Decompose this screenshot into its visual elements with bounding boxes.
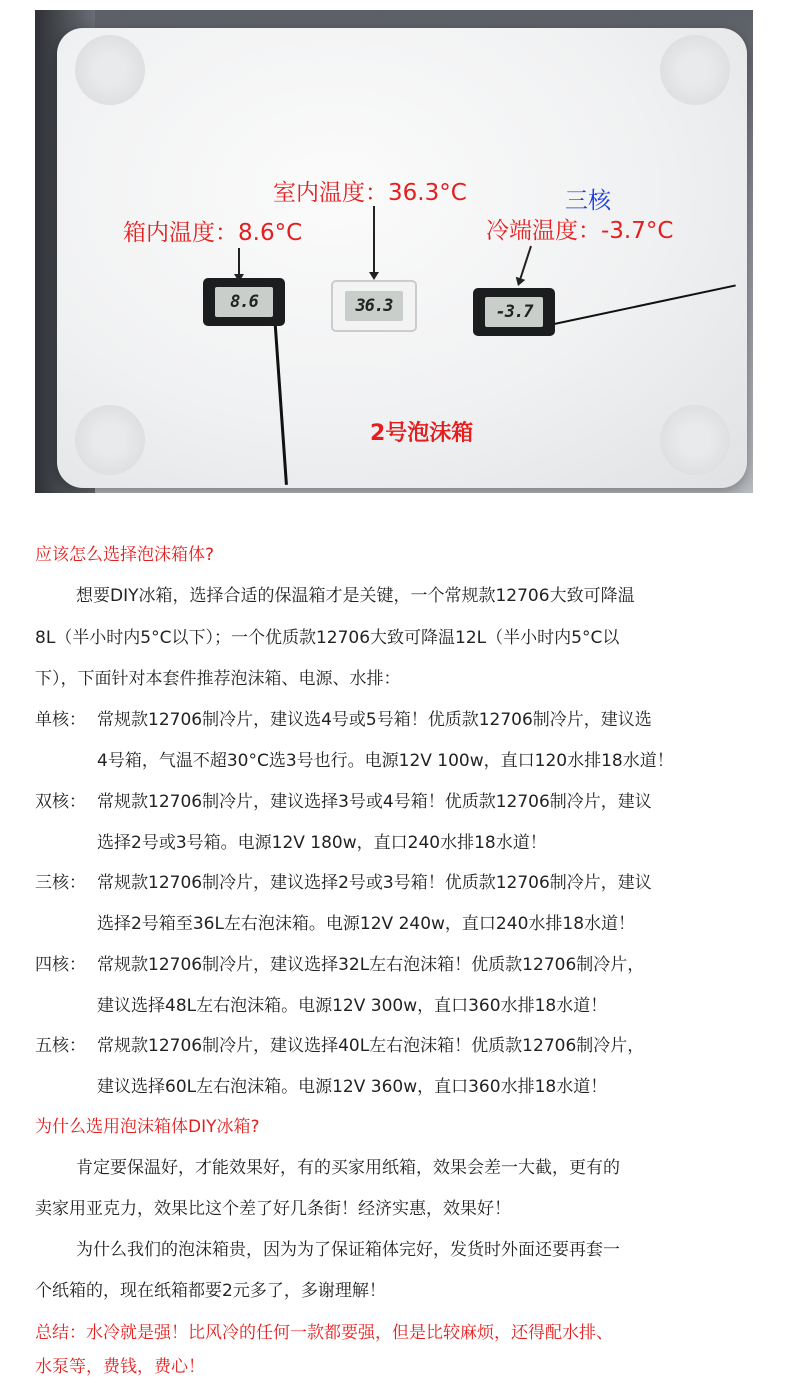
arrow-to-room-thermometer <box>373 206 375 278</box>
thermometer-room <box>331 280 417 332</box>
annotation-cores: 三核 <box>565 188 611 214</box>
heading-why-foam-box: 为什么选用泡沫箱体DIY冰箱? <box>35 1117 260 1137</box>
foam-corner-bottom-right <box>660 405 730 475</box>
thermometer-cold <box>473 288 555 336</box>
foam-corner-top-left <box>75 35 145 105</box>
item-triple-core-line-2: 选择2号箱至36L左右泡沫箱。电源12V 240w，直口240水排18水道！ <box>97 914 636 934</box>
item-dual-core-line-1: 常规款12706制冷片，建议选择3号或4号箱！优质款12706制冷片，建议 <box>97 792 652 812</box>
annotation-cold-temp: 冷端温度：-3.7°C <box>486 218 674 244</box>
item-label-triple-core: 三核： <box>35 873 86 893</box>
annotation-box-temp: 箱内温度：8.6°C <box>123 220 303 246</box>
item-single-core-line-2: 4号箱，气温不超30°C选3号也行。电源12V 100w，直口120水排18水道！ <box>97 751 674 771</box>
para2-line-1: 为什么我们的泡沫箱贵，因为为了保证箱体完好，发货时外面还要再套一 <box>76 1240 620 1260</box>
thermometer-cold-display: -3.7 <box>485 297 543 327</box>
para1-line-1: 肯定要保温好，才能效果好，有的买家用纸箱，效果会差一大截，更有的 <box>76 1158 620 1178</box>
foam-corner-top-right <box>660 35 730 105</box>
thermometer-room-display: 36.3 <box>345 291 403 321</box>
item-penta-core-line-1: 常规款12706制冷片，建议选择40L左右泡沫箱！优质款12706制冷片， <box>97 1036 645 1056</box>
arrow-to-box-thermometer <box>238 248 240 280</box>
annotation-room-temp: 室内温度：36.3°C <box>273 180 467 206</box>
foam-corner-bottom-left <box>75 405 145 475</box>
item-triple-core-line-1: 常规款12706制冷片，建议选择2号或3号箱！优质款12706制冷片，建议 <box>97 873 652 893</box>
intro-line-1: 想要DIY冰箱，选择合适的保温箱才是关键，一个常规款12706大致可降温 <box>76 586 635 606</box>
thermometer-box-display: 8.6 <box>215 287 273 317</box>
item-quad-core-line-2: 建议选择48L左右泡沫箱。电源12V 300w，直口360水排18水道！ <box>97 996 608 1016</box>
item-label-quad-core: 四核： <box>35 955 86 975</box>
summary-line-1: 总结：水冷就是强！比风冷的任何一款都要强，但是比较麻烦，还得配水排、 <box>35 1323 613 1343</box>
item-dual-core-line-2: 选择2号或3号箱。电源12V 180w，直口240水排18水道！ <box>97 833 547 853</box>
para2-line-2: 个纸箱的，现在纸箱都要2元多了，多谢理解！ <box>35 1281 386 1301</box>
item-label-dual-core: 双核： <box>35 792 86 812</box>
item-penta-core-line-2: 建议选择60L左右泡沫箱。电源12V 360w，直口360水排18水道！ <box>97 1077 608 1097</box>
item-quad-core-line-1: 常规款12706制冷片，建议选择32L左右泡沫箱！优质款12706制冷片， <box>97 955 645 975</box>
thermometer-box <box>203 278 285 326</box>
heading-choose-foam-box: 应该怎么选择泡沫箱体? <box>35 545 215 565</box>
foam-box-photo <box>35 10 753 493</box>
intro-line-2: 8L（半小时内5°C以下）；一个优质款12706大致可降温12L（半小时内5°C以 <box>35 628 620 648</box>
intro-line-3: 下），下面针对本套件推荐泡沫箱、电源、水排： <box>35 669 401 689</box>
item-single-core-line-1: 常规款12706制冷片，建议选4号或5号箱！优质款12706制冷片，建议选 <box>97 710 652 730</box>
para1-line-2: 卖家用亚克力，效果比这个差了好几条街！经济实惠，效果好！ <box>35 1199 511 1219</box>
item-label-penta-core: 五核： <box>35 1036 86 1056</box>
summary-line-2: 水泵等，费钱，费心！ <box>35 1357 205 1377</box>
foam-box-label: 2号泡沫箱 <box>370 421 474 446</box>
item-label-single-core: 单核： <box>35 710 86 730</box>
